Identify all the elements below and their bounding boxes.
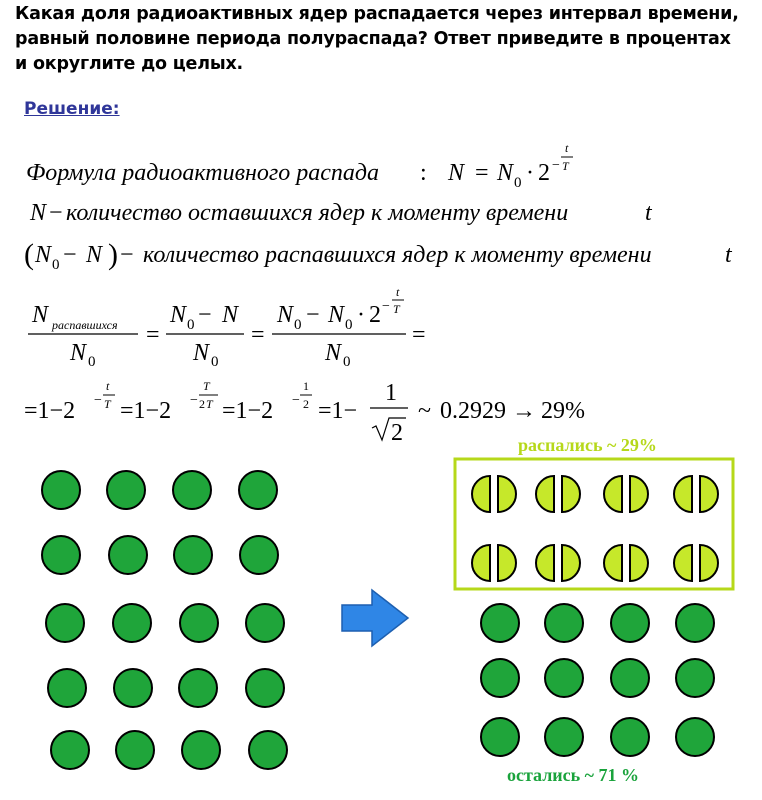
decayed-nucleus-half (674, 476, 692, 512)
decayed-halves (472, 476, 718, 581)
nucleus (179, 669, 217, 707)
decay-formula-line (26, 141, 573, 191)
svg-text:−: − (198, 302, 212, 328)
nucleus (182, 731, 220, 769)
svg-text:N: N (222, 302, 239, 328)
svg-text:=: = (251, 322, 265, 348)
decayed-nucleus-half (630, 545, 648, 581)
nucleus (481, 718, 519, 756)
svg-text:−: − (120, 242, 134, 268)
nucleus (180, 604, 218, 642)
svg-text:=: = (412, 322, 426, 348)
initial-nuclei-grid (42, 471, 287, 769)
svg-text:N: N (277, 302, 294, 328)
svg-text:t: t (106, 379, 110, 393)
nucleus (676, 604, 714, 642)
nucleus (51, 731, 89, 769)
svg-text:−: − (94, 393, 102, 408)
remaining-caption: количество оставшихся ядер к моменту времени (66, 200, 569, 226)
svg-text:·: · (526, 160, 534, 186)
nucleus (676, 718, 714, 756)
nucleus (611, 604, 649, 642)
svg-text:0: 0 (343, 354, 351, 370)
svg-text:N: N (170, 302, 187, 328)
svg-text:1: 1 (385, 380, 397, 406)
svg-text:=1−2: =1−2 (222, 398, 274, 424)
svg-text:T: T (203, 379, 210, 393)
nucleus (109, 536, 147, 574)
svg-text:t: t (396, 285, 400, 299)
svg-text:T: T (206, 397, 213, 411)
svg-text:N: N (325, 340, 342, 366)
svg-text:): ) (108, 238, 118, 271)
decayed-nucleus-half (562, 545, 580, 581)
svg-text::: : (420, 160, 427, 186)
svg-text:−: − (190, 393, 198, 408)
svg-text:=: = (146, 322, 160, 348)
nucleus (46, 604, 84, 642)
remaining-nuclei-grid (481, 604, 714, 756)
svg-text:N: N (32, 302, 49, 328)
nucleus (545, 718, 583, 756)
svg-text:0: 0 (88, 354, 96, 370)
nucleus (676, 659, 714, 697)
svg-text:0: 0 (52, 257, 60, 273)
svg-text:T: T (393, 302, 400, 316)
nucleus (545, 659, 583, 697)
decayed-nucleus-half (674, 545, 692, 581)
decayed-nucleus-half (472, 545, 490, 581)
nucleus (116, 731, 154, 769)
decayed-box (455, 459, 733, 589)
svg-text:t: t (645, 200, 652, 226)
decayed-nucleus-half (630, 476, 648, 512)
decayed-caption: количество распавшихся ядер к моменту времени (143, 242, 652, 268)
svg-text:(: ( (24, 238, 34, 271)
decayed-nucleus-half (700, 545, 718, 581)
solution-heading: Решение: (24, 99, 120, 119)
nucleus (174, 536, 212, 574)
question-line: и округлите до целых. (15, 54, 243, 74)
svg-text:N: N (448, 160, 465, 186)
svg-text:~: ~ (418, 398, 431, 424)
svg-text:→: → (512, 398, 536, 424)
nucleus (113, 604, 151, 642)
decayed-nucleus-half (472, 476, 490, 512)
nucleus (114, 669, 152, 707)
svg-text:−: − (63, 242, 77, 268)
formula-caption: Формула радиоактивного распада (26, 160, 380, 186)
nucleus (249, 731, 287, 769)
svg-text:T: T (562, 159, 569, 173)
nucleus (611, 659, 649, 697)
nucleus (107, 471, 145, 509)
decayed-nucleus-half (498, 545, 516, 581)
svg-text:N: N (35, 242, 52, 268)
transition-arrow (342, 590, 408, 646)
result-percent: 29% (541, 398, 585, 424)
nucleus (239, 471, 277, 509)
svg-text:=: = (475, 160, 489, 186)
decayed-nucleus-half (562, 476, 580, 512)
nucleus (611, 718, 649, 756)
svg-text:N: N (30, 200, 47, 226)
nucleus (246, 604, 284, 642)
decayed-nucleus-half (604, 476, 622, 512)
svg-text:0: 0 (187, 317, 195, 333)
decayed-label: распались ~ 29% (518, 435, 657, 455)
svg-text:2: 2 (391, 420, 403, 446)
nucleus (545, 604, 583, 642)
subscript-decayed: распавшихся (52, 318, 118, 332)
svg-text:t: t (565, 141, 569, 155)
svg-text:−: − (306, 302, 320, 328)
svg-text:−: − (49, 200, 63, 226)
decayed-nucleus-half (536, 545, 554, 581)
svg-text:0: 0 (211, 354, 219, 370)
svg-text:N: N (193, 340, 210, 366)
decayed-nucleus-half (700, 476, 718, 512)
decayed-nucleus-half (498, 476, 516, 512)
svg-text:=1−: =1− (318, 398, 358, 424)
decayed-definition (24, 238, 733, 273)
nucleus (481, 659, 519, 697)
nucleus (48, 669, 86, 707)
evaluation-line (24, 379, 585, 446)
svg-text:0: 0 (294, 317, 302, 333)
svg-text:−: − (292, 393, 300, 408)
svg-text:=1−2: =1−2 (120, 398, 172, 424)
nucleus (246, 669, 284, 707)
svg-text:0: 0 (514, 175, 522, 191)
svg-text:N: N (86, 242, 103, 268)
nucleus (42, 471, 80, 509)
svg-text:−: − (552, 158, 560, 173)
fraction-chain (28, 285, 426, 370)
nucleus (173, 471, 211, 509)
svg-text:2: 2 (538, 160, 550, 186)
nucleus (481, 604, 519, 642)
question-line: Какая доля радиоактивных ядер распадается через интервал времени, (15, 4, 739, 24)
decayed-nucleus-half (536, 476, 554, 512)
svg-text:N: N (328, 302, 345, 328)
svg-text:2: 2 (369, 302, 381, 328)
svg-text:−: − (382, 299, 390, 314)
nucleus (240, 536, 278, 574)
remaining-definition (29, 200, 653, 226)
svg-text:2: 2 (199, 397, 205, 411)
svg-text:N: N (497, 160, 514, 186)
question-line: равный половине периода полураспада? Ответ приведите в процентах (15, 29, 731, 49)
svg-text:1: 1 (303, 379, 309, 393)
svg-text:2: 2 (303, 397, 309, 411)
decayed-nucleus-half (604, 545, 622, 581)
svg-text:T: T (104, 397, 111, 411)
svg-text:0: 0 (345, 317, 353, 333)
approx-value: 0.2929 (440, 398, 506, 424)
svg-text:=1−2: =1−2 (24, 398, 76, 424)
nucleus (42, 536, 80, 574)
svg-text:t: t (725, 242, 732, 268)
svg-text:·: · (357, 302, 365, 328)
svg-text:N: N (70, 340, 87, 366)
remaining-label: остались ~ 71 % (507, 765, 640, 785)
